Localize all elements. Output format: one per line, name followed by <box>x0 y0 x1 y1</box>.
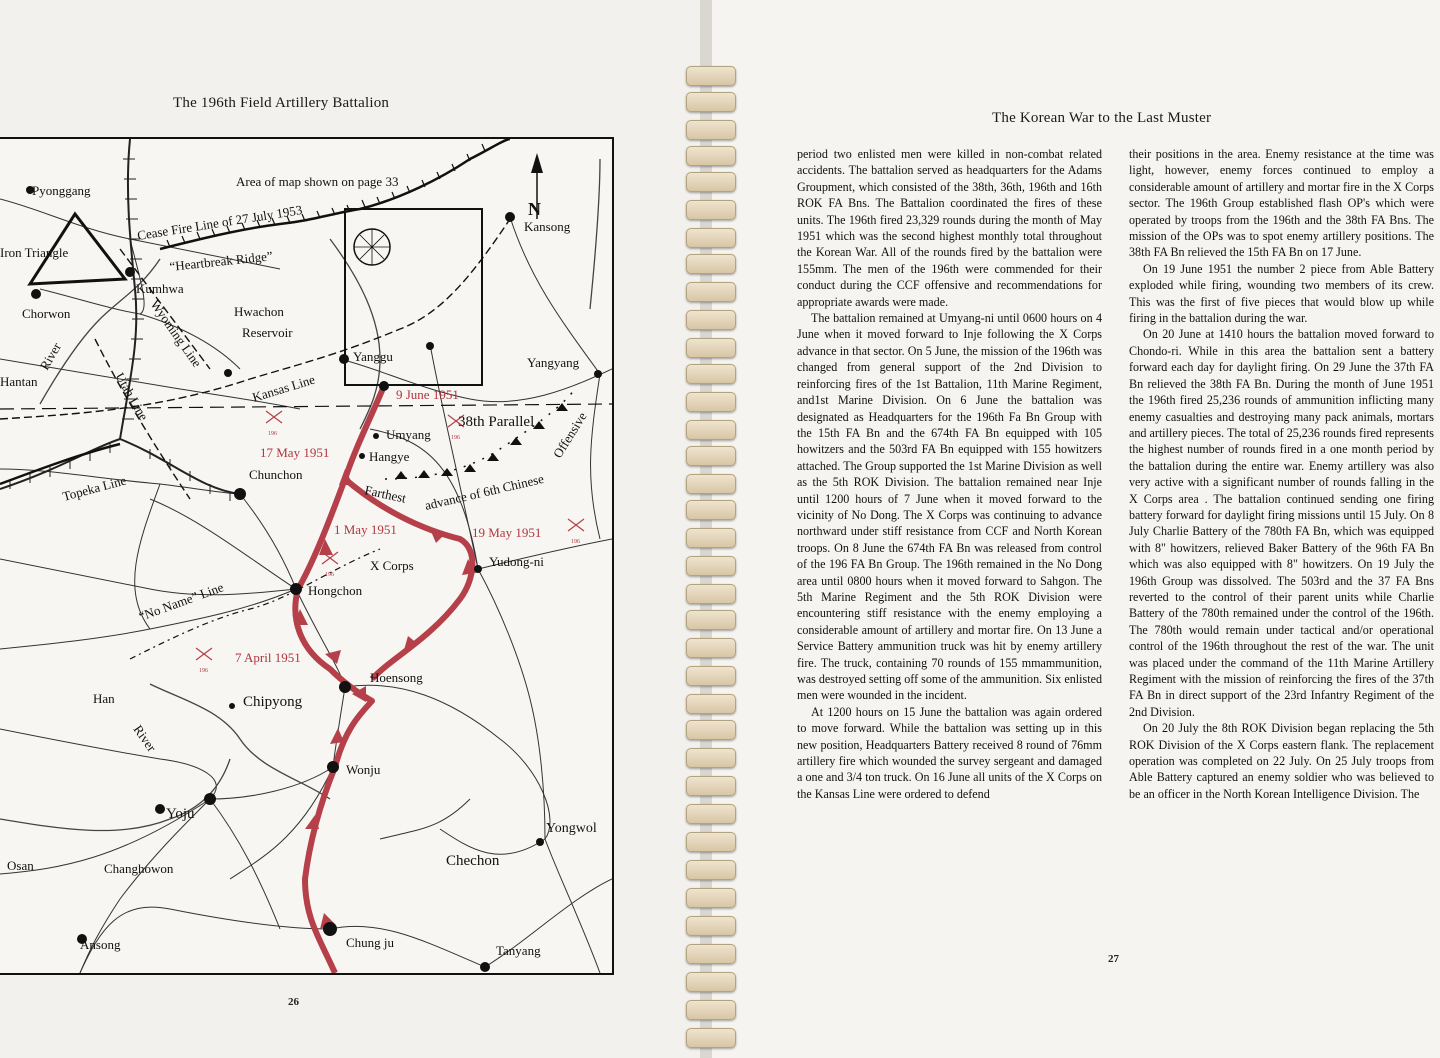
paragraph: On 20 July the 8th ROK Division began replacing the 5th ROK Division of the X Corps eastern flank. The replacement operation was completed on 22 July. On 25 July troops from Able Battery captured an enemy soldier who was believed to be an officer in the North Korean Intelligence Division. The <box>1129 721 1434 801</box>
label-han-river: River <box>130 722 160 755</box>
map-drawing <box>0 139 612 973</box>
folio-left: 26 <box>288 996 299 1008</box>
label-changhowon: Changhowon <box>104 861 174 876</box>
label-tanyang: Tanyang <box>496 943 541 958</box>
running-head-left: The 196th Field Artillery Battalion <box>173 95 390 111</box>
spiral-coil <box>686 1028 736 1048</box>
spiral-coil <box>686 1000 736 1020</box>
spiral-coil <box>686 556 736 576</box>
spiral-coil <box>686 364 736 384</box>
paragraph: On 20 June at 1410 hours the battalion moved forward to Chondo-ri. While in this area the battalion sent a battery forward each day for daylight firing. On 29 June the 37th FA Bn relieved the 38th FA Bn. During the month of June 1951 the 196th fired 25,236 rounds of ammunition inflicting many enemy casualties and destroying many pack animals, mortars and artillery pieces. The total of 25,236 rounds fired represents the highest number of rounds fired in a one month period by the battalion during the entire war. Enemy artillery was also very active with a significant number of rounds falling in the X Corps area . The battalion continued sending one firing battery forward for daylight firing missions until 15 July. On 8 July Charlie Battery of the 780th FA Bn, which was equipped with 8" howitzers, relieved Baker Battery of the 96th FA Bn which was also equipped with 8" howitzers. On 19 July the 196th Group was dissolved. The 503rd and the 37 FA Bns reverted to the control of their parent units while Charlie Battery of the 780th remained under the control of the 196th. The 780th would remain under tactical and/or operational control of the 196th throughout the rest of the war. The unit was placed under the command of the 11th Marine Artillery Regiment with the mission of reinforcing the fires of the 37th FA Bn in direct support of the 23rd Infantry Regiment of the 2nd Division. <box>1129 327 1434 719</box>
label-yudong: Yudong-ni <box>489 554 544 569</box>
spiral-coil <box>686 694 736 714</box>
label-date-may19: 19 May 1951 <box>472 525 542 540</box>
label-hangye: Hangye <box>369 449 410 464</box>
spiral-coil <box>686 666 736 686</box>
label-yoju: Yoju <box>166 806 195 822</box>
38th-parallel-line <box>0 404 612 409</box>
label-chunchon: Chunchon <box>249 467 303 482</box>
folio-right: 27 <box>1108 953 1119 965</box>
label-umyang: Umyang <box>386 427 431 442</box>
korea-map <box>0 137 614 975</box>
text-column-2 <box>1129 146 1434 802</box>
spiral-coil <box>686 66 736 86</box>
unit-mark-1: 196 <box>268 431 277 437</box>
north-arrow-icon <box>531 153 543 173</box>
spiral-coil <box>686 172 736 192</box>
spiral-coil <box>686 860 736 880</box>
label-date-may17: 17 May 1951 <box>260 445 330 460</box>
spiral-coil <box>686 420 736 440</box>
city-dots <box>26 186 602 972</box>
label-chungju: Chung ju <box>346 935 395 950</box>
label-date-may1: 1 May 1951 <box>334 522 397 537</box>
spiral-coil <box>686 610 736 630</box>
left-page <box>0 0 700 1058</box>
place-labels <box>0 183 597 958</box>
spiral-coil <box>686 748 736 768</box>
spiral-coil <box>686 972 736 992</box>
spiral-coil <box>686 832 736 852</box>
text-column-1 <box>797 146 1102 802</box>
label-wonju: Wonju <box>346 762 381 777</box>
paragraph: At 1200 hours on 15 June the battalion was again ordered to move forward. While the battalion was setting up in this new position, Headquarters Battery received 8 round of 76mm artillery fire which wounded the survey sergeant and damaged a one and 3/4 ton truck. On 16 June all units of the X Corps on the Kansas Line were ordered to defend <box>797 704 1102 801</box>
cease-fire-ticks <box>167 144 485 247</box>
label-hantan: Hantan <box>0 374 38 389</box>
unit-mark-4: 196 <box>571 539 580 545</box>
label-farthest: Farthest <box>363 482 408 506</box>
label-hongchon: Hongchon <box>308 583 363 598</box>
spiral-coil <box>686 92 736 112</box>
label-heartbreak: “Heartbreak Ridge” <box>168 248 274 274</box>
label-cease-fire: Cease Fire Line of 27 July 1953 <box>136 202 304 243</box>
label-ansong: Ansong <box>80 937 121 952</box>
label-hwachon: Hwachon <box>234 304 284 319</box>
label-hoensong: Hoensong <box>370 670 423 685</box>
label-reservoir: Reservoir <box>242 325 293 340</box>
spiral-coil <box>686 944 736 964</box>
spiral-coil <box>686 638 736 658</box>
label-yangyang: Yangyang <box>527 355 580 370</box>
unit-mark-3: 196 <box>325 572 334 578</box>
label-date-june: 9 June 1951 <box>396 387 459 402</box>
spiral-coil <box>686 282 736 302</box>
spiral-coil <box>686 776 736 796</box>
paragraph: On 19 June 1951 the number 2 piece from Able Battery exploded while firing, wounding two members of its crew. This was the first of five pieces that would blow up while firing in the battalion during the war. <box>1129 261 1434 326</box>
north-label: N <box>528 199 541 219</box>
label-utah: Utah Line <box>112 370 152 423</box>
cease-fire-line <box>160 139 510 249</box>
spiral-coil <box>686 200 736 220</box>
label-osan: Osan <box>7 858 34 873</box>
spiral-coil <box>686 916 736 936</box>
label-date-april7: 7 April 1951 <box>235 650 301 665</box>
label-pyonggang: Pyonggang <box>32 183 91 198</box>
railway-ticks <box>10 159 230 504</box>
spiral-coil <box>686 804 736 824</box>
spiral-coil <box>686 720 736 740</box>
label-kansong: Kansong <box>524 219 571 234</box>
spiral-coil <box>686 392 736 412</box>
label-topeka: Topeka Line <box>60 472 128 504</box>
spiral-coil <box>686 584 736 604</box>
spiral-coil <box>686 446 736 466</box>
label-yanggu: Yanggu <box>353 349 393 364</box>
label-offensive: Offensive <box>549 409 590 461</box>
label-wyoming: Wyoming Line <box>147 297 205 370</box>
label-kansas: Kansas Line <box>250 371 317 405</box>
spiral-coil <box>686 338 736 358</box>
spiral-coil <box>686 120 736 140</box>
paragraph: period two enlisted men were killed in non-combat related accidents. The battalion served as headquarters for the Adams Groupment, which consisted of the 38th, 36th, 196th and 16th ROK FA Bns. The Battalion coordinated the fires of these units. The 196th fired 23,329 rounds during the month of May 1951 which was the second highest monthly total throughout the Korean War. All of the rounds fired by the battalion were 155mm. The men of the 196th were commended for their conduct during the CCF offensive and recommendations for appropriate awards were made. <box>797 147 1102 309</box>
spiral-coil <box>686 146 736 166</box>
spiral-coil <box>686 310 736 330</box>
unit-mark-2: 196 <box>451 435 460 441</box>
label-iron-triangle: Iron Triangle <box>0 245 69 260</box>
label-area-note: Area of map shown on page 33 <box>236 174 399 189</box>
label-38th-parallel: 38th Parallel <box>458 414 535 430</box>
spiral-coil <box>686 254 736 274</box>
label-x-corps: X Corps <box>370 558 414 573</box>
paragraph: The battalion remained at Umyang-ni until 0600 hours on 4 June when it moved forward to Inje following the X Corps advance in that sector. On 5 June, the mission of the 196th was changed from general support of the 2nd Division to reinforcing fires of the 1st Battalion, 11th Marine Regiment, and1st Marine Division. On 6 June the battalion was designated as Headquarters for the 196th Fa Bn Group with the 15th FA Bn and the 674th FA Bn equipped with 105 howitzers and the 503rd FA Bn equipped with 155 howitzers attached. The Group supported the 1st Marine Division as well as the 5th ROK Division. The battalion remained near Inje until 1200 hours of 7 June when it moved forward to the vicinity of No Dong. The X Corps was continuing to advance northward under stiff resistance from CCF and North Korean troops. On 8 June the 674th FA Bn was released from control of the 196 FA Bn Group. The 196th remained in the No Dong area until 0800 hours when it moved forward to Sahgon. The 5th Marine Regiment and the 5th ROK Division were encountering stiff resistance with the enemy employing a considerable amount of artillery and mortar fire. On 13 June a Service Battery ammunition truck was hit by enemy artillery fire. The truck, containing 70 rounds of 155 mmammunition, was destroyed setting off some of the ammunition. Six enlisted men were wounded in the incident. <box>797 311 1102 703</box>
spiral-coil <box>686 888 736 908</box>
label-farthest-advance: advance of 6th Chinese <box>423 470 546 513</box>
paragraph: their positions in the area. Enemy resistance at the time was light, however, enemy forces continued to employ a considerable amount of artillery and mortar fire in the X Corps sector. The 196th Group established flash OP's which were operated by troops from the 196th and the 38th FA Bns. The mission of the OPs was to spot enemy artillery positions. The 38th FA Bn relieved the 15th FA Bn on 17 June. <box>1129 147 1434 260</box>
spiral-coil <box>686 500 736 520</box>
spiral-coil <box>686 528 736 548</box>
label-chipyong: Chipyong <box>243 694 303 710</box>
label-chechon: Chechon <box>446 853 500 869</box>
label-kumhwa: Kumhwa <box>136 281 184 296</box>
spiral-coil <box>686 474 736 494</box>
right-page <box>712 0 1440 1058</box>
label-yongwol: Yongwol <box>546 821 597 836</box>
running-head-right: The Korean War to the Last Muster <box>992 110 1212 126</box>
label-han: Han <box>93 691 115 706</box>
spiral-coil <box>686 228 736 248</box>
label-no-name: “No Name” Line <box>136 579 226 624</box>
label-chorwon: Chorwon <box>22 306 71 321</box>
unit-mark-5: 196 <box>199 668 208 674</box>
label-river: River <box>36 339 65 373</box>
